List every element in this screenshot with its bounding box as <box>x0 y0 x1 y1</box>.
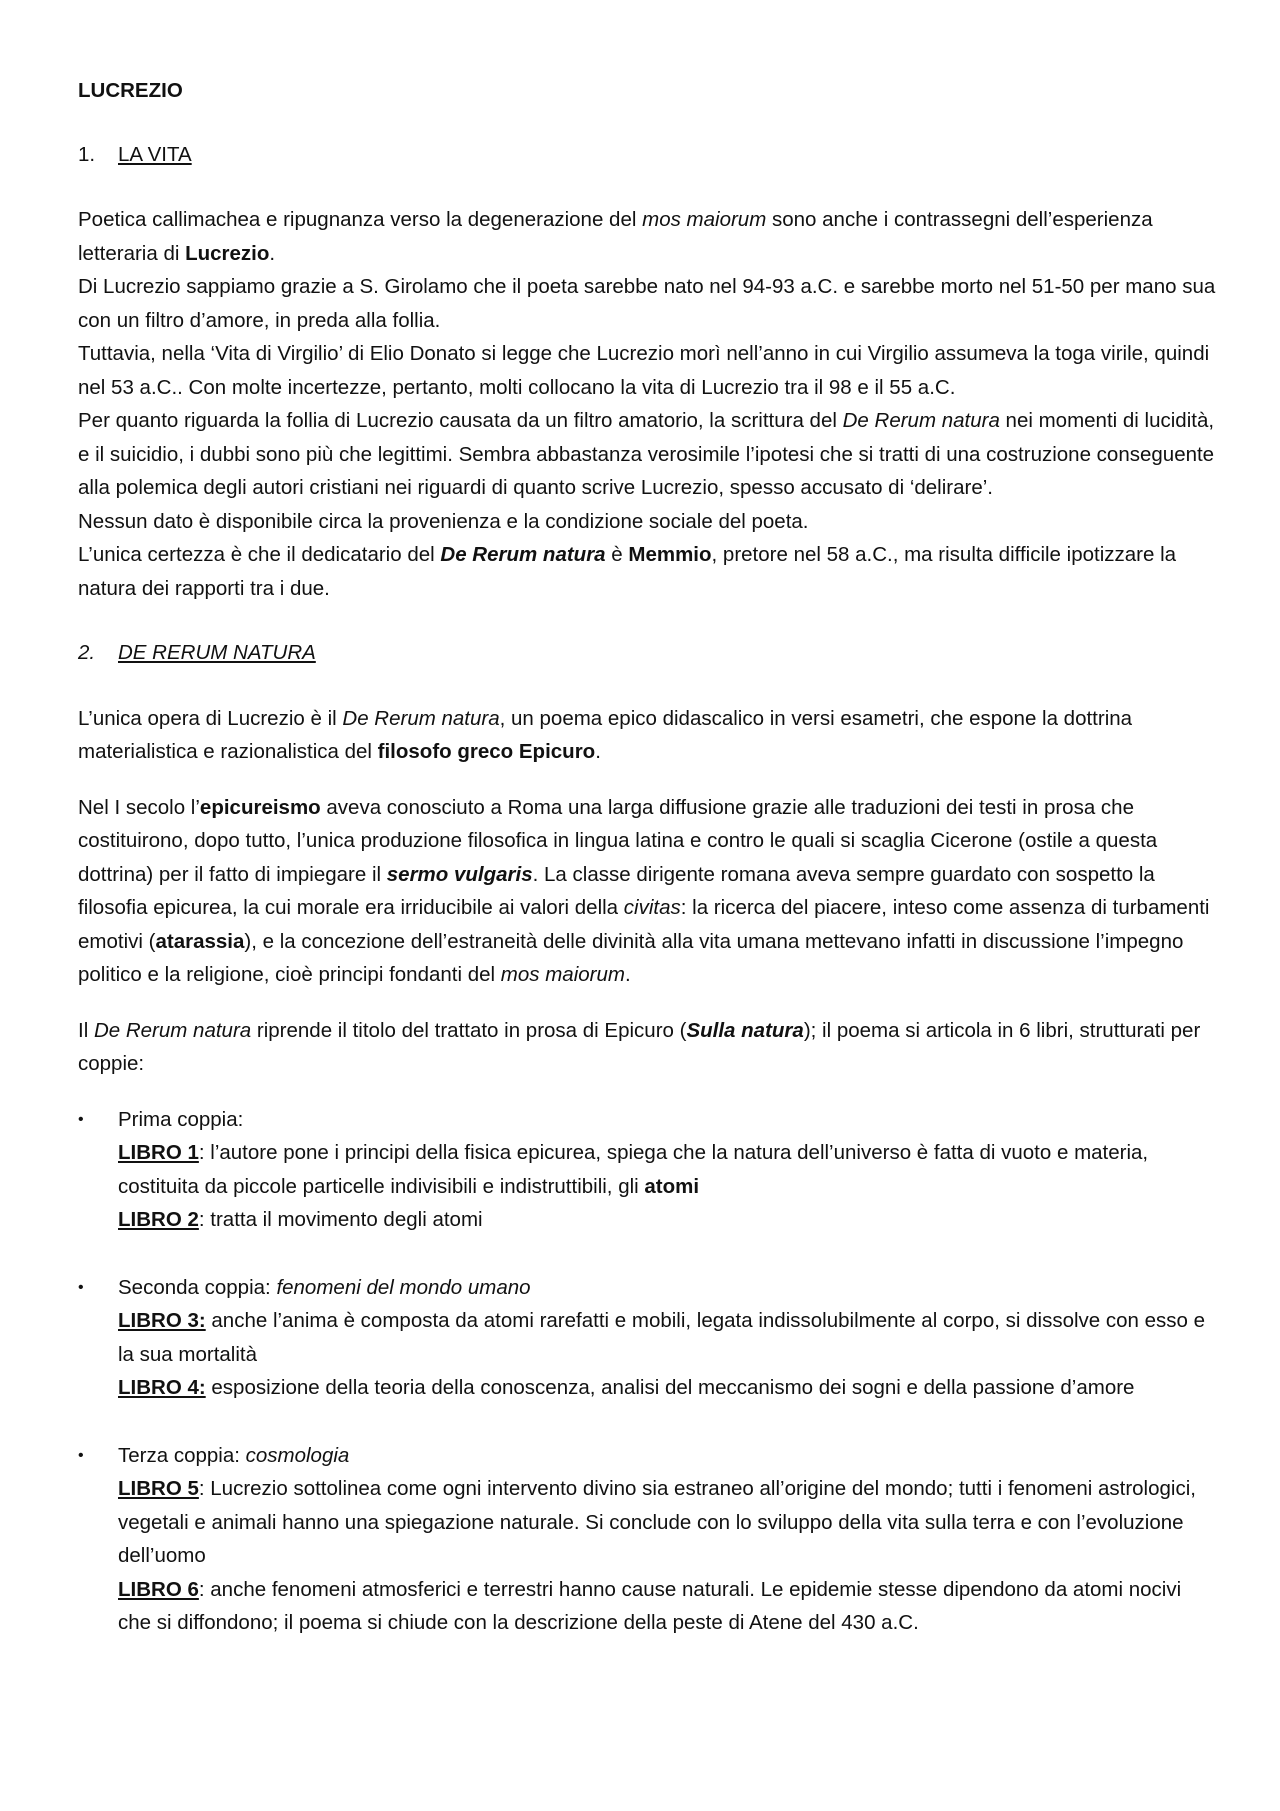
text: nei momenti di lucidità, e il suicidio, i dubbi sono più che legittimi. Sembra abbastanza verosimile l’ipotesi che si tratti di una costruzione conseguente alla polemica degli autori cristiani nei riguardi di quanto scrive Lucrezio, spesso accusato di ‘delirare’. <box>78 409 1215 499</box>
text: : anche fenomeni atmosferici e terrestri hanno cause naturali. Le epidemie stesse dipendono da atomi nocivi che si diffondono; il poema si chiude con la descrizione della peste di Atene del 430 a.C. <box>118 1577 1182 1634</box>
section-2-number: 2. <box>78 641 96 664</box>
document-page <box>78 74 1218 1674</box>
text: Terza coppia: <box>118 1443 246 1467</box>
text: , un poema epico didascalico in versi esametri, che espone la dottrina materialistica e razionalistica del <box>78 706 1133 763</box>
text: : l’autore pone i principi della fisica epicurea, spiega che la natura dell’universo è fatta di vuoto e materia, costituita da piccole particelle indivisibili e indistruttibili, gli <box>118 1141 1149 1198</box>
couple-label: Prima coppia: <box>118 1107 244 1131</box>
text-italic: De Rerum natura <box>842 409 1000 432</box>
list-item <box>78 1271 1218 1405</box>
text: . <box>595 740 601 763</box>
text-italic: cosmologia <box>245 1443 350 1467</box>
book-label: LIBRO 1 <box>118 1141 199 1164</box>
paragraph: Di Lucrezio sappiamo grazie a S. Girolamo che il poeta sarebbe nato nel 94-93 a.C. e sarebbe morto nel 51-50 per mano sua con un filtro d’amore, in preda alla follia. <box>78 275 1216 332</box>
paragraph <box>78 203 1218 270</box>
text: esposizione della teoria della conoscenza, analisi del meccanismo dei sogni e della passione d’amore <box>205 1376 1135 1399</box>
text-italic: De Rerum natura <box>342 706 500 730</box>
text: è <box>605 543 629 566</box>
text: ), e la concezione dell’estraneità delle divinità alla vita umana mettevano infatti in discussione l’impegno politico e la religione, cioè principi fondanti del <box>78 929 1184 986</box>
text: sono anche i contrassegni dell’esperienza letteraria di <box>78 208 1153 265</box>
text: , pretore nel 58 a.C., ma risulta difficile ipotizzare la natura dei rapporti tra i due. <box>78 543 1177 600</box>
couple-label <box>118 1439 1218 1473</box>
text: Per quanto riguarda la follia di Lucrezio causata da un filtro amatorio, la scrittura del <box>78 409 843 432</box>
book-entry <box>118 1136 1218 1203</box>
text-bold: Memmio <box>628 543 712 566</box>
text: Il <box>78 1018 94 1042</box>
text: Poetica callimachea e ripugnanza verso la degenerazione del <box>78 208 643 231</box>
book-entry <box>118 1203 1218 1237</box>
paragraph <box>78 702 1218 769</box>
bullet-icon: • <box>78 1278 84 1296</box>
section-1-body <box>78 203 1218 605</box>
book-label: LIBRO 2 <box>118 1208 199 1231</box>
list-item-body <box>118 1439 1218 1640</box>
book-label: LIBRO 4: <box>118 1376 206 1399</box>
text: . <box>624 963 631 986</box>
text-italic: mos maiorum <box>500 963 625 986</box>
document-title: LUCREZIO <box>78 79 183 102</box>
text-italic: mos maiorum <box>642 208 767 231</box>
text: . <box>269 241 276 265</box>
text-bold: Lucrezio <box>185 241 270 265</box>
section-2-heading <box>78 636 1218 670</box>
paragraph <box>78 538 1218 605</box>
section-2-title: DE RERUM NATURA <box>118 641 316 664</box>
text-bold: atarassia <box>155 929 245 953</box>
text-bold-italic: sermo vulgaris <box>386 862 533 886</box>
paragraph <box>78 404 1218 505</box>
text: aveva conosciuto a Roma una larga diffusione grazie alle traduzioni dei testi in prosa che costituirono, dopo tutto, l’unica produzione filosofica in lingua latina e contro le quali si scaglia Cicerone (ostile a questa dottrina) per il fatto di impiegare il <box>78 795 1158 886</box>
book-entry <box>118 1304 1218 1371</box>
book-entry <box>118 1573 1218 1640</box>
text-bold-italic: Sulla natura <box>686 1018 804 1042</box>
couple-label <box>118 1271 1218 1305</box>
text: anche l’anima è composta da atomi rarefatti e mobili, legata indissolubilmente al corpo, si dissolve con esso e la sua mortalità <box>118 1309 1206 1366</box>
text-bold: filosofo greco Epicuro <box>377 740 596 763</box>
paragraph <box>78 791 1218 992</box>
list-item-body <box>118 1271 1218 1405</box>
text: riprende il titolo del trattato in prosa di Epicuro ( <box>251 1018 687 1042</box>
bullet-icon: • <box>78 1446 84 1464</box>
book-entry <box>118 1472 1218 1573</box>
text-bold: epicureismo <box>199 795 321 819</box>
book-label: LIBRO 5 <box>118 1477 199 1500</box>
text: : tratta il movimento degli atomi <box>198 1208 483 1231</box>
book-label: LIBRO 3: <box>118 1309 206 1332</box>
book-label: LIBRO 6 <box>118 1577 199 1601</box>
text: ); il poema si articola in 6 libri, strutturati per coppie: <box>78 1018 1201 1075</box>
text: L’unica opera di Lucrezio è il <box>78 706 343 730</box>
paragraph: Tuttavia, nella ‘Vita di Virgilio’ di Elio Donato si legge che Lucrezio morì nell’anno in cui Virgilio assumeva la toga virile, quindi nel 53 a.C.. Con molte incertezze, pertanto, molti collocano la vita di Lucrezio tra il 98 e il 55 a.C. <box>78 342 1210 399</box>
book-list <box>78 1103 1218 1640</box>
bullet-icon: • <box>78 1110 84 1128</box>
list-item-body <box>118 1103 1218 1237</box>
paragraph <box>78 1014 1218 1081</box>
text: : la ricerca del piacere, inteso come assenza di turbamenti emotivi ( <box>78 896 1210 953</box>
paragraph: Nessun dato è disponibile circa la provenienza e la condizione sociale del poeta. <box>78 509 809 533</box>
text: Nel I secolo l’ <box>78 795 200 819</box>
text: : Lucrezio sottolinea come ogni intervento divino sia estraneo all’origine del mondo; tutti i fenomeni astrologici, vegetali e animali hanno una spiegazione naturale. Si conclude con lo sviluppo della vita sulla terra e con l’evoluzione dell’uomo <box>118 1477 1196 1567</box>
list-item <box>78 1439 1218 1640</box>
section-1-heading <box>78 138 1218 172</box>
text-bold: atomi <box>644 1174 700 1198</box>
text: Seconda coppia: <box>118 1275 277 1299</box>
text-bold-italic: De Rerum natura <box>440 543 606 566</box>
book-entry <box>118 1371 1218 1405</box>
section-1-title: LA VITA <box>118 142 192 166</box>
text-italic: De Rerum natura <box>93 1018 252 1042</box>
text-italic: fenomeni del mondo umano <box>276 1275 531 1299</box>
text: . La classe dirigente romana aveva sempre guardato con sospetto la filosofia epicurea, la cui morale era irriducibile ai valori della <box>78 862 1155 919</box>
text: L’unica certezza è che il dedicatario del <box>78 543 441 566</box>
list-item <box>78 1103 1218 1237</box>
text-italic: civitas <box>623 896 681 919</box>
section-1-number: 1. <box>78 142 96 166</box>
